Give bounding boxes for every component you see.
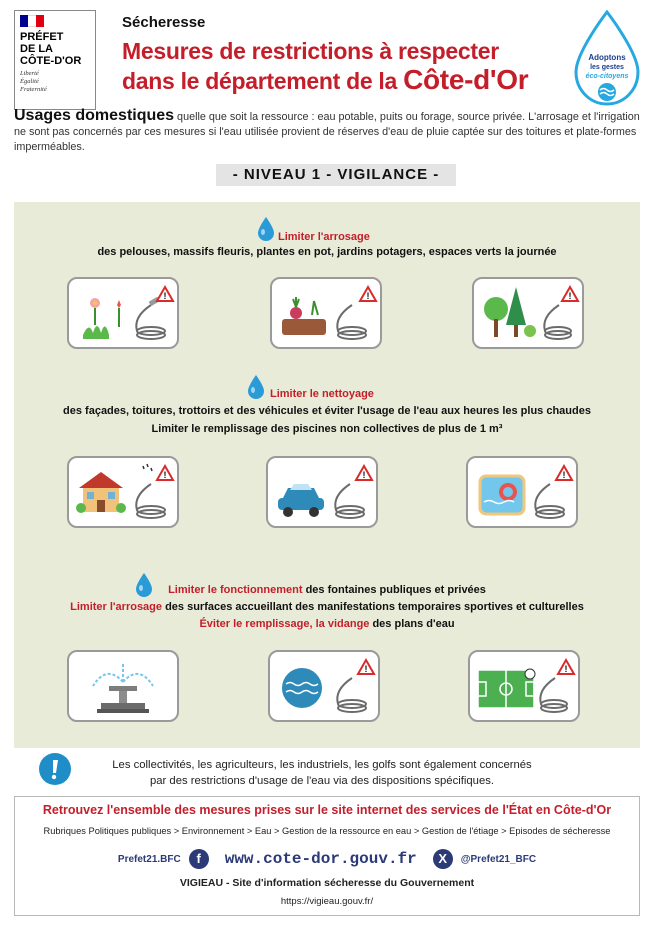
fountain-icon	[69, 652, 177, 720]
water-drop-icon	[256, 216, 276, 242]
title-line-1: Mesures de restrictions à respecter	[122, 38, 499, 64]
s1-head: Limiter l'arrosage	[278, 231, 370, 243]
prefecture-logo	[14, 10, 96, 110]
title-line-2	[122, 64, 528, 96]
intro-text: quelle que soit la ressource : eau potable, puits ou forage, source privée. L'arrosage et l'irrigation ne sont pas concernés par ces mesures si l'eau utilisée provient de réserves d'eau de pluie captée sur des toitures et plate-formes imperméables.	[14, 111, 640, 153]
vigilance-level-banner: - NIVEAU 1 - VIGILANCE -	[216, 164, 456, 186]
card-football-field-hose	[468, 650, 580, 722]
card-fountain	[67, 650, 179, 722]
logo-line-1: PRÉFET	[20, 31, 64, 43]
svg-text:!: !	[366, 291, 370, 301]
s3-line-2	[14, 601, 640, 613]
footer-headline: Retrouvez l'ensemble des mesures prises sur le site internet des services de l'État en Côte-d'Or	[42, 803, 612, 817]
card-pond-hose	[268, 650, 380, 722]
vigieau-title: VIGIEAU - Site d'information sécheresse du Gouvernement	[179, 877, 475, 889]
x-handle[interactable]: @Prefet21_BFC	[460, 853, 537, 865]
footer-social-row	[14, 848, 640, 870]
logo-line-2: DE LA	[20, 43, 53, 55]
s3-line-2-red: Limiter l'arrosage	[70, 601, 163, 613]
motto-liberte: Liberté	[20, 70, 39, 77]
card-trees-hose	[472, 277, 584, 349]
s3-line-3-rest: des plans d'eau	[369, 618, 455, 630]
kicker: Sécheresse	[122, 14, 206, 31]
svg-text:!: !	[564, 664, 568, 674]
card-vegetable-garden-hose	[270, 277, 382, 349]
info-line-2: par des restrictions d'usage de l'eau via des dispositions spécifiques.	[149, 775, 495, 787]
svg-text:!: !	[163, 470, 167, 480]
s1-line-1: des pelouses, massifs fleuris, plantes en pot, jardins potagers, espaces verts la journée	[97, 246, 557, 258]
s2-line-1: des façades, toitures, trottoirs et des véhicules et éviter l'usage de l'eau aux heures les plus chaudes	[63, 405, 591, 417]
info-exclamation-icon	[38, 752, 72, 786]
svg-text:!: !	[568, 291, 572, 301]
trees-hose-icon	[474, 279, 582, 347]
svg-text:!: !	[163, 291, 167, 301]
s3-line-1-red: Limiter le fonctionnement	[168, 584, 303, 596]
intro-paragraph	[14, 108, 640, 155]
card-flowers-hose	[67, 277, 179, 349]
s3-line-3-red: Éviter le remplissage, la vidange	[199, 618, 370, 630]
svg-text:!: !	[362, 470, 366, 480]
title-department: Côte-d'Or	[403, 64, 529, 95]
title-line-2-part-a: dans le département de la	[122, 68, 404, 94]
pool-hose-icon	[468, 458, 576, 526]
vigieau-url-link[interactable]: https://vigieau.gouv.fr/	[280, 896, 374, 907]
svg-text:!: !	[364, 664, 368, 674]
logo-line-3: CÔTE-D'OR	[20, 55, 82, 67]
republic-motto	[20, 70, 90, 94]
card-pool-hose	[466, 456, 578, 528]
eco-citizen-drop-icon	[572, 10, 642, 106]
card-car-hose	[266, 456, 378, 528]
french-flag-icon	[20, 15, 44, 27]
vegetable-garden-hose-icon	[272, 279, 380, 347]
s3-line-1	[14, 584, 640, 596]
badge-line-3: éco-citoyens	[585, 73, 629, 80]
water-drop-icon	[246, 374, 266, 400]
s3-line-1-rest: des fontaines publiques et privées	[302, 584, 486, 596]
s3-line-2-rest: des surfaces accueillant des manifestations temporaires sportives et culturelles	[162, 601, 584, 613]
info-text	[82, 757, 562, 789]
s2-line-2: Limiter le remplissage des piscines non collectives de plus de 1 m³	[151, 423, 503, 435]
x-twitter-icon[interactable]: X	[433, 849, 453, 869]
football-field-hose-icon	[470, 652, 578, 720]
svg-text:!: !	[562, 470, 566, 480]
intro-lead: Usages domestiques	[14, 107, 175, 124]
facebook-icon[interactable]: f	[189, 849, 209, 869]
badge-line-2: les gestes	[590, 64, 624, 71]
facebook-handle[interactable]: Prefet21.BFC	[117, 853, 181, 865]
motto-fraternite: Fraternité	[20, 86, 47, 93]
badge-line-1: Adoptons	[588, 53, 626, 62]
s2-head: Limiter le nettoyage	[270, 388, 374, 400]
info-line-1: Les collectivités, les agriculteurs, les industriels, les golfs sont également concernés	[112, 759, 532, 771]
footer-breadcrumb: Rubriques Politiques publiques > Environnement > Eau > Gestion de la ressource en eau > Gestion de l'étiage > Episodes de sécheresse	[43, 826, 611, 836]
s3-line-3	[14, 618, 640, 630]
motto-egalite: Égalité	[20, 78, 39, 85]
flowers-hose-icon	[69, 279, 177, 347]
pond-hose-icon	[270, 652, 378, 720]
card-house-hose	[67, 456, 179, 528]
prefecture-website-link[interactable]: www.cote-dor.gouv.fr	[224, 850, 417, 868]
house-hose-icon	[69, 458, 177, 526]
car-hose-icon	[268, 458, 376, 526]
